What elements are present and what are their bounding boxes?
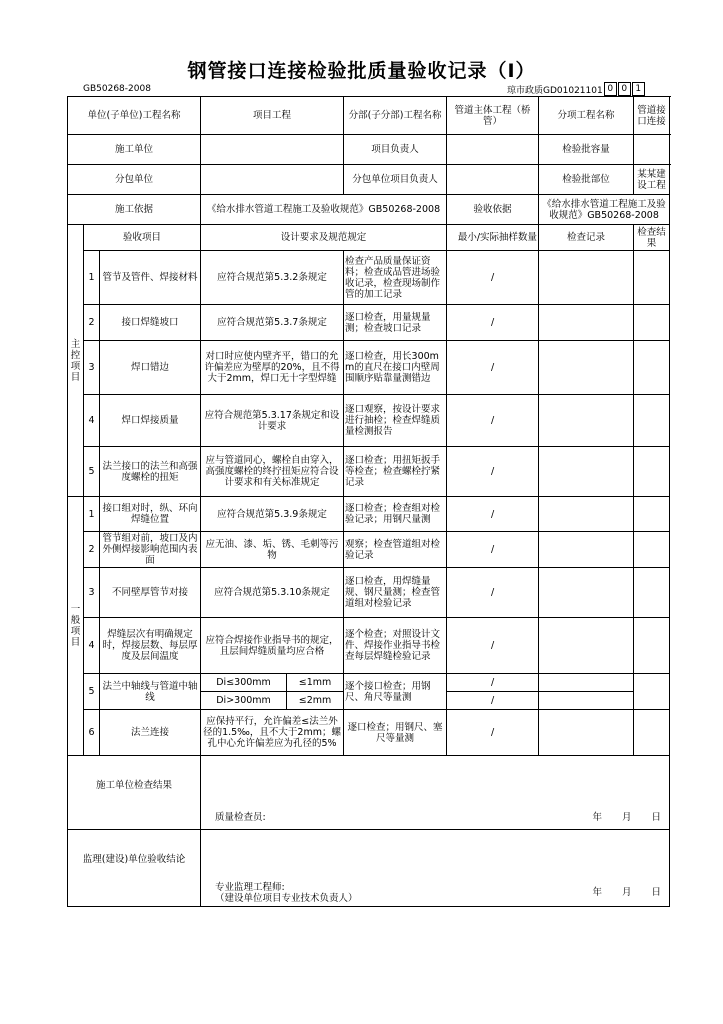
row-item: 接口焊缝坡口 — [100, 305, 201, 341]
row-result[interactable] — [634, 341, 670, 395]
row-result[interactable] — [634, 395, 670, 447]
row-number: 3 — [84, 568, 100, 618]
row-sample[interactable]: / — [447, 305, 539, 341]
subitem-value[interactable]: 管道接口连接 — [634, 97, 670, 135]
row-requirement-a: Di≤300mm — [201, 674, 287, 692]
row-number: 5 — [84, 447, 100, 497]
row-record[interactable] — [539, 395, 634, 447]
row-sample-a[interactable]: / — [447, 674, 539, 692]
row-number: 4 — [84, 618, 100, 674]
row-record[interactable] — [539, 497, 634, 532]
contractor-label: 施工单位 — [68, 135, 201, 165]
column-record: 检查记录 — [539, 225, 634, 251]
row-requirement: 应符合规范第5.3.2条规定 — [201, 251, 344, 305]
header-row-unit — [68, 97, 670, 135]
table-row — [68, 305, 670, 341]
table-row — [68, 568, 670, 618]
sub-manager-value[interactable] — [447, 165, 539, 195]
row-requirement: 应无油、漆、垢、锈、毛刺等污物 — [201, 532, 344, 568]
row-method: 逐口检查，用长300mm的直尺在接口内壁周围顺序贴靠量测错边 — [344, 341, 447, 395]
division-value[interactable]: 管道主体工程（桥管） — [447, 97, 539, 135]
table-row — [68, 395, 670, 447]
row-record[interactable] — [539, 341, 634, 395]
construction-result-cell[interactable] — [201, 756, 670, 830]
unit-value[interactable]: 项目工程 — [201, 97, 344, 135]
subitem-label: 分项工程名称 — [539, 97, 634, 135]
row-method: 逐口观察，按设计要求进行抽检；检查焊缝质量检测报告 — [344, 395, 447, 447]
construction-result-row — [68, 756, 670, 830]
supervision-engineer-note: （建设单位项目专业技术负责人） — [215, 893, 358, 904]
row-item: 法兰中轴线与管道中轴线 — [100, 674, 201, 710]
row-record[interactable] — [539, 447, 634, 497]
row-item: 法兰接口的法兰和高强度螺栓的扭矩 — [100, 447, 201, 497]
standard-code: GB50268-2008 — [83, 84, 151, 94]
row-requirement-b: Di>300mm — [201, 692, 287, 710]
row-sample[interactable]: / — [447, 447, 539, 497]
record-box-3: 1 — [632, 82, 645, 96]
row-record[interactable] — [539, 710, 634, 756]
row-result[interactable] — [634, 447, 670, 497]
row-sample[interactable]: / — [447, 568, 539, 618]
supervision-engineer-label: 专业监理工程师: — [215, 882, 285, 893]
row-number: 5 — [84, 674, 100, 710]
manager-value[interactable] — [447, 135, 539, 165]
row-method: 逐个检查；对照设计文件、焊接作业指导书检查每层焊缝检验记录 — [344, 618, 447, 674]
supervision-result-cell[interactable] — [201, 830, 670, 907]
row-item: 管节组对前，坡口及内外侧焊接影响范围内表面 — [100, 532, 201, 568]
row-result[interactable] — [634, 251, 670, 305]
subcontractor-value[interactable] — [201, 165, 344, 195]
row-record-a[interactable] — [539, 674, 634, 692]
row-method: 逐口检查；用扭矩扳手等检查；检查螺栓拧紧记录 — [344, 447, 447, 497]
row-method: 逐口检查，用量规量测；检查坡口记录 — [344, 305, 447, 341]
row-result[interactable] — [634, 532, 670, 568]
batch-part-label: 检验批部位 — [539, 165, 634, 195]
table-row — [68, 447, 670, 497]
row-sample[interactable]: / — [447, 395, 539, 447]
row-item: 焊口错边 — [100, 341, 201, 395]
row-number: 4 — [84, 395, 100, 447]
row-result[interactable] — [634, 568, 670, 618]
row-sample[interactable]: / — [447, 618, 539, 674]
row-item: 焊缝层次有明确规定时，焊接层数、每层厚度及层间温度 — [100, 618, 201, 674]
row-item: 法兰连接 — [100, 710, 201, 756]
record-box-2: 0 — [618, 82, 631, 96]
row-number: 1 — [84, 497, 100, 532]
row-result[interactable] — [634, 710, 670, 756]
row-method: 逐口检查；用钢尺、塞尺等量测 — [344, 710, 447, 756]
row-number: 3 — [84, 341, 100, 395]
table-row — [68, 497, 670, 532]
row-sample-b[interactable]: / — [447, 692, 539, 710]
header-row-subcontractor — [68, 165, 670, 195]
row-number: 1 — [84, 251, 100, 305]
column-sampling: 最小/实际抽样数量 — [447, 225, 539, 251]
construction-date: 年 月 日 — [592, 812, 664, 823]
table-row — [68, 251, 670, 305]
row-sample[interactable]: / — [447, 341, 539, 395]
batch-part-value[interactable]: 某某建设工程 — [634, 165, 670, 195]
row-record[interactable] — [539, 532, 634, 568]
page-title: 钢管接口连接检验批质量验收记录（Ⅰ） — [187, 60, 536, 82]
column-header-row — [68, 225, 670, 251]
supervision-result-row — [68, 830, 670, 907]
acceptance-basis-label: 验收依据 — [447, 195, 539, 225]
row-number: 2 — [84, 305, 100, 341]
row-sample[interactable]: / — [447, 251, 539, 305]
row-method: 逐个接口检查；用钢尺、角尺等量测 — [344, 674, 447, 710]
row-tolerance-a: ≤1mm — [287, 674, 344, 692]
record-number — [507, 82, 645, 96]
inspection-table — [67, 96, 670, 907]
row-method: 检查产品质量保证资料；检查成品管进场验收记录，检查现场制作管的加工记录 — [344, 251, 447, 305]
row-method: 观察；检查管道组对检验记录 — [344, 532, 447, 568]
record-box-1: 0 — [604, 82, 617, 96]
row-record[interactable] — [539, 305, 634, 341]
row-requirement: 应与管道同心，螺栓自由穿入，高强度螺栓的终拧扭矩应符合设计要求和有关标准规定 — [201, 447, 344, 497]
unit-label: 单位(子单位)工程名称 — [68, 97, 201, 135]
row-method: 逐口检查；检查组对检验记录；用钢尺量测 — [344, 497, 447, 532]
column-requirement: 设计要求及规范规定 — [201, 225, 447, 251]
table-row — [68, 532, 670, 568]
batch-capacity-label: 检验批容量 — [539, 135, 634, 165]
row-item: 焊口焊接质量 — [100, 395, 201, 447]
row-item: 不同壁厚管节对接 — [100, 568, 201, 618]
table-row — [68, 710, 670, 756]
supervision-date: 年 月 日 — [592, 887, 664, 898]
supervision-engineer — [215, 882, 358, 904]
main-group-label: 主 控 项 目 — [68, 225, 84, 497]
acceptance-basis-value: 《给水排水管道工程施工及验收规范》GB50268-2008 — [539, 195, 670, 225]
contractor-value[interactable] — [201, 135, 344, 165]
table-row — [68, 674, 670, 692]
row-result[interactable] — [634, 674, 670, 710]
row-record[interactable] — [539, 618, 634, 674]
row-method: 逐口检查，用焊缝量规、钢尺量测；检查管道组对检验记录 — [344, 568, 447, 618]
row-result[interactable] — [634, 497, 670, 532]
batch-capacity-value[interactable] — [634, 135, 670, 165]
supervision-result-label: 监理(建设)单位验收结论 — [68, 830, 201, 907]
column-result: 检查结果 — [634, 225, 670, 251]
basis-label: 施工依据 — [68, 195, 201, 225]
table-row — [68, 341, 670, 395]
row-item: 管节及管件、焊接材料 — [100, 251, 201, 305]
row-tolerance-b: ≤2mm — [287, 692, 344, 710]
row-record[interactable] — [539, 568, 634, 618]
row-number: 6 — [84, 710, 100, 756]
division-label: 分部(子分部)工程名称 — [344, 97, 447, 135]
row-sample[interactable]: / — [447, 532, 539, 568]
record-number-label: 琼市政质GD01021101 — [507, 85, 603, 96]
row-number: 2 — [84, 532, 100, 568]
header-row-basis — [68, 195, 670, 225]
row-requirement: 应保持平行，允许偏差≤法兰外径的1.5‰，且不大于2mm；螺孔中心允许偏差应为孔径的5% — [201, 710, 344, 756]
basis-value: 《给水排水管道工程施工及验收规范》GB50268-2008 — [201, 195, 447, 225]
row-record-b[interactable] — [539, 692, 634, 710]
row-requirement: 对口时应使内壁齐平，错口的允许偏差应为壁厚的20%，且不得大于2mm，焊口无十字型焊缝 — [201, 341, 344, 395]
row-requirement: 应符合规范第5.3.10条规定 — [201, 568, 344, 618]
row-requirement: 应符合规范第5.3.7条规定 — [201, 305, 344, 341]
row-requirement: 应符合规范第5.3.17条规定和设计要求 — [201, 395, 344, 447]
row-item: 接口组对时，纵、环向焊缝位置 — [100, 497, 201, 532]
quality-inspector-label: 质量检查员: — [215, 812, 266, 823]
sub-manager-label: 分包单位项目负责人 — [344, 165, 447, 195]
row-record[interactable] — [539, 251, 634, 305]
header-row-contractor — [68, 135, 670, 165]
row-sample[interactable]: / — [447, 497, 539, 532]
table-row — [68, 618, 670, 674]
subcontractor-label: 分包单位 — [68, 165, 201, 195]
row-requirement: 应符合规范第5.3.9条规定 — [201, 497, 344, 532]
row-result[interactable] — [634, 618, 670, 674]
manager-label: 项目负责人 — [344, 135, 447, 165]
general-group-label: 一 般 项 目 — [68, 497, 84, 756]
construction-result-label: 施工单位检查结果 — [68, 756, 201, 830]
column-item: 验收项目 — [84, 225, 201, 251]
row-result[interactable] — [634, 305, 670, 341]
row-sample[interactable]: / — [447, 710, 539, 756]
row-requirement: 应符合焊接作业指导书的规定，且层间焊缝质量均应合格 — [201, 618, 344, 674]
